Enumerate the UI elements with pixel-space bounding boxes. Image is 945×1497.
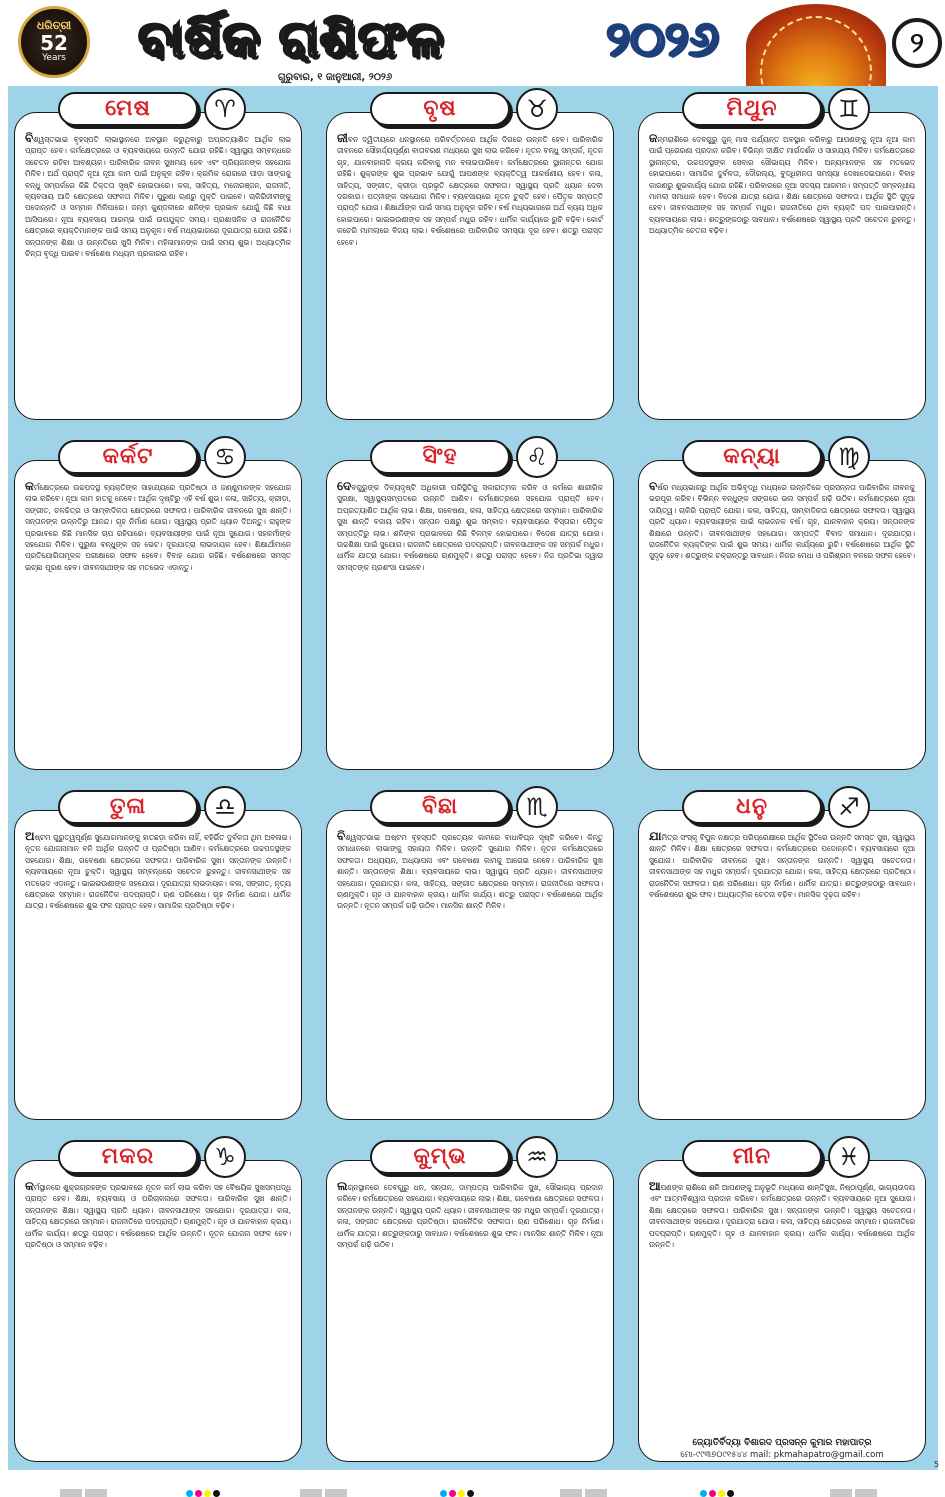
sign-title: ମେଷ xyxy=(58,92,198,126)
drop-cap: ଲ xyxy=(337,1179,348,1193)
drop-cap: ଜୀ xyxy=(337,131,348,145)
sign-text: ଶ୍ୱସ୍ତଭାଇ ବୃହସ୍ପତି ଲାଭାସ୍ଥାନରେ ଅବସ୍ଥାନ କରୁଥିବାରୁ ଅପ୍ରତ୍ୟାଶିତ ଆର୍ଥିକ ଲାଭ ପ୍ରାପ୍ତ ହେବ। କର୍ମକ୍ଷେତ୍ରରେ ଓ ବ୍ୟବସାୟରେ ଉନ୍ନତି ଯୋଗ ରହିଛି। ସ୍ୱାସ୍ଥ୍ୟ ସମ୍ବନ୍ଧରେ ସଚେତନ ରହିବା ଆବଶ୍ୟକ। ପାରିବାରିକ ଜୀବନ ସୁଖମୟ ହେବ ଏବଂ ପ୍ରିୟଜନଙ୍କ ସହଯୋଗ ମିଳିବ। ଅର୍ଥ ପ୍ରାପ୍ତି ନୂଆ ନୂଆ କାମ ପାଇଁ ଅନୁକୂଳ ରହିବ। କ୍ରମିକ ରୋଗରେ ପୀଡ଼ା ସାଙ୍ଗକୁ ବନ୍ଧୁ ସମ୍ପର୍କରେ କିଛି ତିକ୍ତତା ସୃଷ୍ଟି ହୋଇପାରେ। କଳା, ସାହିତ୍ୟ, ମନୋରଞ୍ଜନ, ରାଜନୀତି, ବ୍ୟବସାୟ ଆଦି କ୍ଷେତ୍ରରେ ସଫଳତା ମିଳିବ। ପୁରୁଣା ଋଣରୁ ମୁକ୍ତି ପାଇବେ। ଚାକିରିଜୀବୀଙ୍କୁ ପଦୋନ୍ନତି ଓ ସମ୍ମାନ ମିଳିପାରେ। ଜନ୍ମ କୁଣ୍ଡଳୀରେ ଶନିଙ୍କ ପ୍ରଭାବ ଯୋଗୁଁ କିଛି ବାଧା ଆସିପାରେ। ନୂଆ ବ୍ୟବସାୟ ଆରମ୍ଭ ପାଇଁ ଉପଯୁକ୍ତ ସମୟ। ପ୍ରଶାସନିକ ଓ ରାଜନୈତିକ କ୍ଷେତ୍ରରେ ବ୍ୟକ୍ତିମାନଙ୍କ ପାଇଁ ସମୟ ଅନୁକୂଳ। ବର୍ଷ ମଧ୍ୟଭାଗରେ ଦୂରଯାତ୍ରା ଯୋଗ ରହିଛି। ସନ୍ତାନଙ୍କ ଶିକ୍ଷା ଓ ଉନ୍ନତିରେ ଖୁସି ମିଳିବ। ମହିଳାମାନଙ୍କ ପାଇଁ ସମୟ ଶୁଭ। ଅଧ୍ୟାତ୍ମିକ ଚିନ୍ତା ବୃଦ୍ଧି ପାଇବ। ବର୍ଷଶେଷ ମଧ୍ୟମ ପ୍ରକାରର ରହିବ। xyxy=(25,135,291,259)
ink-dots xyxy=(186,1482,222,1492)
sign-title: ବିଛା xyxy=(370,790,510,824)
taurus-icon: ♉ xyxy=(516,88,558,130)
zodiac-ring xyxy=(760,16,872,88)
drop-cap: ବ xyxy=(649,479,658,493)
libra-icon: ♎ xyxy=(204,786,246,828)
sign-text: ର୍ଷର ମଧ୍ୟଭାଗରୁ ଆର୍ଥିକ ଅଭିବୃଦ୍ଧି ମଧ୍ୟରେ ଉନ୍ନତିରେ ପ୍ରସନ୍ନତା ପାରିବାରିକ ଜୀବନକୁ ଭରପୂର କରିବ। ବିଭିନ୍ନ ବନ୍ଧୁଙ୍କ ସଙ୍ଗରେ ଭଲ ସମ୍ପର୍କ ଗଢ଼ି ଉଠିବ। କର୍ମକ୍ଷେତ୍ରରେ ନୂଆ ଦାୟିତ୍ୱ। ଚାକିରି ପ୍ରାପ୍ତି ଯୋଗ। କଳା, ସାହିତ୍ୟ, ସାମ୍ବାଦିକତା କ୍ଷେତ୍ରରେ ସଫଳତା। ସ୍ୱାସ୍ଥ୍ୟ ପ୍ରତି ଧ୍ୟାନ। ବ୍ୟବସାୟୀଙ୍କ ପାଇଁ ଲାଭଜନକ ବର୍ଷ। ଗୃହ, ଯାନବାହାନ କ୍ରୟ। ସନ୍ତାନଙ୍କ ଶିକ୍ଷାରେ ଉନ୍ନତି। ଜୀବନସାଥୀଙ୍କ ସହଯୋଗ। ସମ୍ପତ୍ତି ବିବାଦ ସମାଧାନ। ଦୂରଯାତ୍ରା। ରାଜନୈତିକ ବ୍ୟକ୍ତିଙ୍କ ପାଇଁ ଶୁଭ ସମୟ। ଧାର୍ମିକ କାର୍ଯ୍ୟରେ ରୁଚି। ବର୍ଷଶେଷରେ ଆର୍ଥିକ ସ୍ଥିତି ସୁଦୃଢ଼ ହେବ। ଶତ୍ରୁଙ୍କ ଚକ୍ରାନ୍ତରୁ ସାବଧାନ। ନିଜର ମେଧା ଓ ପରିଶ୍ରମ ବଳରେ ସଫଳ ହେବେ। xyxy=(649,483,915,561)
sign-text-box xyxy=(14,810,302,1120)
ink-dot-yellow xyxy=(718,1490,725,1497)
sign-card-karkata xyxy=(8,434,308,774)
ink-dot-yellow xyxy=(204,1490,211,1497)
horoscope-grid xyxy=(8,86,938,1470)
sign-text: ନ୍ମରାଶିରେ ଦେବଗୁରୁ ଜୁନ୍ ମାସ ପର୍ଯ୍ୟନ୍ତ ଅବସ୍ଥାନ କରିବାରୁ ଆପଣଙ୍କୁ ନୂଆ ନୂଆ କାମ ପାଇଁ ପ୍ରେରଣା ପ୍ରଦାନ କରିବ। ବିଭିନ୍ନ ଦୀକ୍ଷିତ ମାର୍ଗଦର୍ଶନ ଓ ସାହାଯ୍ୟ ମିଳିବ। କର୍ମକ୍ଷେତ୍ରରେ ସ୍ଥାନାନ୍ତର, ଉଚ୍ଚପଦସ୍ଥଙ୍କ ସେବାର ସୌଭାଗ୍ୟ ମିଳିବ। ଅନ୍ୟମାନଙ୍କ ସହ ମତଭେଦ ହୋଇପାରେ। ସାମାଜିକ ଦୁର୍ବଳତା, ଦୌରଲ୍ୟ, ବୁଦ୍ଧିହୀନତା ସମସ୍ୟା ଦେଖାଦେଇପାରେ। ବିବାହ କାରଣରୁ ଶୁଭକାର୍ଯ୍ୟ ଯୋଗ ରହିଛି। ପରିବାରରେ ନୂଆ ସଦସ୍ୟ ଆଗମନ। ସମ୍ପତ୍ତି ସମ୍ବନ୍ଧୀୟ ମାମଲା ସମାଧାନ ହେବ। ବିଦେଶ ଯାତ୍ରା ଯୋଗ। ଶିକ୍ଷା କ୍ଷେତ୍ରରେ ସଫଳତା। ଆର୍ଥିକ ସ୍ଥିତି ସୁଦୃଢ଼ ହେବ। ଜୀବନସାଥୀଙ୍କ ସହ ସମ୍ପର୍କ ମଧୁର। ରାଜନୀତିରେ ଥିବା ବ୍ୟକ୍ତି ପଦ ପାଇପାରନ୍ତି। ବ୍ୟବସାୟରେ ଲାଭ। ଶତ୍ରୁଙ୍କଠାରୁ ସାବଧାନ। ବର୍ଷଶେଷରେ ସ୍ୱାସ୍ଥ୍ୟ ପ୍ରତି ସଚେତନ ରୁହନ୍ତୁ। ଅଧ୍ୟାତ୍ମିକ ଚେତନା ବଢ଼ିବ। xyxy=(649,135,915,236)
sign-text: ମିତ୍ର ସଂସ୍କୃ ବିପୁଳ ନକ୍ଷତ୍ର ପରିପ୍ରେକ୍ଷୀରେ ଆର୍ଥିକ ସ୍ଥିତିରେ ଉନ୍ନତି ସମସ୍ତ ସୁଖ, ସ୍ୱାସ୍ଥ୍ୟ ଶାନ୍ତି ମିଳିବ। ଶିକ୍ଷା କ୍ଷେତ୍ରରେ ସଫଳତା। କର୍ମକ୍ଷେତ୍ରରେ ପଦୋନ୍ନତି। ବ୍ୟବସାୟରେ ନୂଆ ସୁଯୋଗ। ପାରିବାରିକ ଜୀବନରେ ସୁଖ। ସନ୍ତାନଙ୍କ ଉନ୍ନତି। ସ୍ୱାସ୍ଥ୍ୟ ସଚେତନତା। ଜୀବନସାଥୀଙ୍କ ସହ ମଧୁର ସମ୍ପର୍କ। ଦୂରଯାତ୍ରା ଯୋଗ। କଳା, ସାହିତ୍ୟ କ୍ଷେତ୍ରରେ ପ୍ରତିଷ୍ଠା। ରାଜନୈତିକ ସଫଳତା। ଋଣ ପରିଶୋଧ। ଗୃହ ନିର୍ମାଣ। ଧାର୍ମିକ ଯାତ୍ରା। ଶତ୍ରୁଙ୍କଠାରୁ ସାବଧାନ। ବର୍ଷଶେଷରେ ଶୁଭ ଫଳ। ଅଧ୍ୟାତ୍ମିକ ଚେତନା ବଢ଼ିବ। ମାନସିକ ଦୃଢ଼ତା ରହିବ। xyxy=(649,833,915,900)
logo-number: 52 xyxy=(40,31,68,55)
ink-dots xyxy=(700,1482,736,1492)
print-registration-bar xyxy=(0,1476,945,1497)
drop-cap: ଦେ xyxy=(337,479,352,493)
sign-text-box xyxy=(14,112,302,420)
registration-mark xyxy=(300,1482,350,1492)
sign-text: ବନ ଦ୍ୱିତୀୟରେ ଧନସ୍ଥାନରେ ପରିବର୍ତ୍ତନରେ ଆର୍ଥିକ ଦିଗରେ ଉନ୍ନତି ହେବ। ପାରିବାରିକ ଜୀବନରେ ସୌହାର୍ଦ୍ଦ୍ୟପୂର୍ଣ୍ଣ ବାତାବରଣ ମଧ୍ୟରେ ସୁଖ ଲାଭ କରିବେ। ନୂତନ ବନ୍ଧୁ ସମ୍ପର୍କ, ନୂତନ ଗୃହ, ଯାନବାହାନାଦି କ୍ରୟ କରିବାକୁ ମନ ବଳାଇପାରିବେ। କର୍ମକ୍ଷେତ୍ରରେ ସ୍ଥାନାନ୍ତର ଯୋଗ ରହିଛି। ଶୁକ୍ରଙ୍କ ଶୁଭ ପ୍ରଭାବ ଯୋଗୁଁ ଆପଣଙ୍କ ବ୍ୟକ୍ତିତ୍ୱ ଆକର୍ଷଣୀୟ ହେବ। କଳା, ସାହିତ୍ୟ, ସଙ୍ଗୀତ, କ୍ରୀଡ଼ା ପ୍ରଭୃତି କ୍ଷେତ୍ରରେ ସଫଳତା। ସ୍ୱାସ୍ଥ୍ୟ ପ୍ରତି ଧ୍ୟାନ ଦେବା ଦରକାର। ପତ୍ନୀଙ୍କ ସହଯୋଗ ମିଳିବ। ବ୍ୟବସାୟରେ ନୂତନ ଚୁକ୍ତି ହେବ। ପୈତୃକ ସମ୍ପତ୍ତି ପ୍ରାପ୍ତି ଯୋଗ। ଶିକ୍ଷାର୍ଥୀଙ୍କ ପାଇଁ ସମୟ ଅନୁକୂଳ ରହିବ। ବର୍ଷ ମଧ୍ୟଭାଗରେ ଅର୍ଥ ବ୍ୟୟ ଅଧିକ ହୋଇପାରେ। ଭାଇଭଉଣୀଙ୍କ ସହ ସମ୍ପର୍କ ମଧୁର ରହିବ। ଧାର୍ମିକ କାର୍ଯ୍ୟରେ ରୁଚି ବଢ଼ିବ। କୋର୍ଟ କଚେରି ମାମଲାରେ ବିଜୟ ଲାଭ। ବର୍ଷଶେଷରେ ପାରିବାରିକ ସମସ୍ୟା ଦୂର ହେବ। ଶତ୍ରୁ ପରାସ୍ତ ହେବେ। xyxy=(337,135,603,247)
sign-card-bichha xyxy=(320,784,620,1124)
ink-dot-black xyxy=(213,1490,220,1497)
ink-dot-black xyxy=(727,1490,734,1497)
sign-text: ଶ୍ୱସ୍ତଭାଇ ଅଷ୍ଟମ ବୃହସ୍ପତି ପ୍ରତ୍ୟେକ କାମରେ ବାଧାବିଘ୍ନ ସୃଷ୍ଟି କରିବେ। କିନ୍ତୁ ସମାଧାନରେ ଲାଭାଙ୍କୁ ସହାୟତା ମିଳିବ। ଉନ୍ନତି ସୁଯୋଗ ମିଳିବ। ନୂତନ କର୍ମକ୍ଷେତ୍ରରେ ସଫଳତା। ଅଧ୍ୟୟନ, ଅଧ୍ୟାପନା ଏବଂ ଗବେଷଣା କାମକୁ ଆଗେଇ ନେବେ। ପାରିବାରିକ ସୁଖ ଶାନ୍ତି। ସନ୍ତାନଙ୍କ ଶିକ୍ଷା। ବ୍ୟବସାୟରେ ଲାଭ। ସ୍ୱାସ୍ଥ୍ୟ ପ୍ରତି ଧ୍ୟାନ। ଜୀବନସାଥୀଙ୍କ ସହଯୋଗ। ଦୂରଯାତ୍ରା। କଳା, ସାହିତ୍ୟ, ସଙ୍ଗୀତ କ୍ଷେତ୍ରରେ ସମ୍ମାନ। ରାଜନୀତିରେ ସଫଳତା। ଋଣମୁକ୍ତି। ଗୃହ ଓ ଯାନବାହାନ କ୍ରୟ। ଧାର୍ମିକ କାର୍ଯ୍ୟ। ଶତ୍ରୁ ପରାସ୍ତ। ବର୍ଷଶେଷରେ ଆର୍ଥିକ ଉନ୍ନତି। ନୂତନ ସମ୍ପର୍କ ଗଢ଼ି ଉଠିବ। ମାନସିକ ଶାନ୍ତି ମିଳିବ। xyxy=(337,833,603,911)
drop-cap: କ xyxy=(25,479,34,493)
zodiac-wheel-icon xyxy=(746,4,886,88)
virgo-icon: ♍ xyxy=(828,436,870,478)
sign-card-meena xyxy=(632,1134,932,1466)
ink-dot-black xyxy=(467,1490,474,1497)
sign-title: କର୍କଟ xyxy=(58,440,198,474)
ink-dot-cyan xyxy=(700,1490,707,1497)
sign-text-box xyxy=(326,112,614,420)
registration-mark xyxy=(560,1482,610,1492)
aquarius-icon: ♒ xyxy=(516,1136,558,1178)
gemini-icon: ♊ xyxy=(828,88,870,130)
drop-cap: କ xyxy=(25,1179,34,1193)
registration-mark xyxy=(60,1482,110,1492)
sign-text-box xyxy=(326,1160,614,1462)
sign-card-makara xyxy=(8,1134,308,1466)
sign-card-kanya xyxy=(632,434,932,774)
sign-title: କୁମ୍ଭ xyxy=(370,1140,510,1174)
scorpio-icon: ♏ xyxy=(516,786,558,828)
side-page-number: 5 xyxy=(934,1460,940,1469)
sign-title: ଧନୁ xyxy=(682,790,822,824)
sign-card-mesha xyxy=(8,86,308,424)
drop-cap: ଅ xyxy=(25,829,35,843)
sign-title: ବୃଷ xyxy=(370,92,510,126)
sign-card-mithuna xyxy=(632,86,932,424)
page-year: ୨୦୨୬ xyxy=(606,11,719,67)
sign-text: ର୍ମକ୍ଷେତ୍ରରେ ଉଚ୍ଚପଦସ୍ଥ ବ୍ୟକ୍ତିଙ୍କ ସାହାଯ୍ୟରେ ପ୍ରତିଷ୍ଠା ଓ ଜଣ୍ଣୁମାନଙ୍କ ସହଯୋଗ ଲାଭ କରିବେ। ନୂଆ କାମ ହାତକୁ ନେବେ। ଆର୍ଥିକ ଦୃଷ୍ଟିରୁ ଏହି ବର୍ଷ ଶୁଭ। କଳା, ସାହିତ୍ୟ, କ୍ରୀଡ଼ା, ସଙ୍ଗୀତ, ଚଳଚ୍ଚିତ୍ର ଓ ସାମ୍ବାଦିକତା କ୍ଷେତ୍ରରେ ସଫଳତା। ପାରିବାରିକ ଜୀବନରେ ସୁଖ ଶାନ୍ତି। ସନ୍ତାନଙ୍କ ଉନ୍ନତିରୁ ଆନନ୍ଦ। ଗୃହ ନିର୍ମାଣ ଯୋଗ। ସ୍ୱାସ୍ଥ୍ୟ ପ୍ରତି ଧ୍ୟାନ ଦିଅନ୍ତୁ। ରାହୁଙ୍କ ପ୍ରଭାବରେ କିଛି ମାନସିକ ଚାପ ରହିପାରେ। ବ୍ୟବସାୟୀଙ୍କ ପାଇଁ ନୂଆ ସୁଯୋଗ। ସହକର୍ମୀଙ୍କ ସହଯୋଗ ମିଳିବ। ପୁରୁଣା ବନ୍ଧୁଙ୍କ ସହ ଭେଟ। ଦୂରଯାତ୍ରା ଲାଭଦାୟକ ହେବ। ଶିକ୍ଷାର୍ଥୀମାନେ ପ୍ରତିଯୋଗିତାମୂଳକ ପରୀକ୍ଷାରେ ସଫଳ ହେବେ। ବିବାହ ଯୋଗ ରହିଛି। ବର୍ଷଶେଷରେ ସମସ୍ତ ଇଚ୍ଛା ପୂରଣ ହେବ। ଜୀବନସାଥୀଙ୍କ ସହ ମତଭେଦ ଏଡ଼ାନ୍ତୁ। xyxy=(25,483,291,572)
leo-icon: ♌ xyxy=(516,436,558,478)
sign-title: ସିଂହ xyxy=(370,440,510,474)
page-number-badge: ୨ xyxy=(892,18,942,68)
astrologer-contact: ମୋ-୯୯୩୭୦୯୧୫୪୪ mail: pkmahapatro@gmail.com xyxy=(680,1450,884,1460)
sign-title: କନ୍ୟା xyxy=(682,440,822,474)
sign-text: ବଗୁରୁଙ୍କ ଦିବ୍ୟଦୃଷ୍ଟି ଅଧିକାରୀ ପରିସ୍ଥିତିକୁ ସକାରାତ୍ମକ କରିବ ଓ କର୍ମରେ ଶାରୀରିକ ସୁରକ୍ଷା, ସ୍ୱାସ୍ଥ୍ୟସମ୍ପଦରେ ଉନ୍ନତି ଆଣିବ। କର୍ମକ୍ଷେତ୍ରରେ ସହଯୋଗ ପ୍ରାପ୍ତି ହେବ। ଅପ୍ରତ୍ୟାଶିତ ଆର୍ଥିକ ଲାଭ। ଶିକ୍ଷା, ଗବେଷଣା, କଳା, ସାହିତ୍ୟ କ୍ଷେତ୍ରରେ ସମ୍ମାନ। ପାରିବାରିକ ସୁଖ ଶାନ୍ତି ବଜାୟ ରହିବ। ସନ୍ତାନ ପକ୍ଷରୁ ଶୁଭ ସମ୍ବାଦ। ବ୍ୟବସାୟରେ ବିସ୍ତାର। ପୈତୃକ ସମ୍ପତ୍ତିରୁ ଲାଭ। ଶନିଙ୍କ ପ୍ରଭାବରେ କିଛି ବିଳମ୍ବ ହୋଇପାରେ। ବିଦେଶ ଯାତ୍ରା ଯୋଗ। ଉଚ୍ଚଶିକ୍ଷା ପାଇଁ ସୁଯୋଗ। ରାଜନୀତି କ୍ଷେତ୍ରରେ ପଦପ୍ରାପ୍ତି। ଜୀବନସାଥୀଙ୍କ ସହ ସମ୍ପର୍କ ମଧୁର। ଧାର୍ମିକ ଯାତ୍ରା ଯୋଗ। ବର୍ଷଶେଷରେ ଋଣମୁକ୍ତି। ଶତ୍ରୁ ପରାସ୍ତ ହେବେ। ନିଜ ପ୍ରତିଭା ଦ୍ୱାରା ସମସ୍ତଙ୍କ ପ୍ରଶଂସା ପାଇବେ। xyxy=(337,483,603,572)
drop-cap: ଜ xyxy=(649,131,658,145)
sign-text: ଷ୍ଟମ ଗୁରୁତ୍ୱପୂର୍ଣ୍ଣ ସୁଯୋଗମାନଙ୍କୁ ହାତଛଡ଼ା କରିବା ନାହିଁ, ବହିର୍ଭିତ ଦୁର୍ବଳତା ଥିମ ଅବଳାଇ। ନୂତନ ଯୋଜନାମାନ ବନି ଆର୍ଥିକ ଉନ୍ନତି ଓ ପ୍ରତିଷ୍ଠା ଆଣିବ। କର୍ମକ୍ଷେତ୍ରରେ ଉଚ୍ଚପଦସ୍ଥଙ୍କ ସହଯୋଗ। ଶିକ୍ଷା, ଗବେଷଣା କ୍ଷେତ୍ରରେ ସଫଳତା। ପାରିବାରିକ ସୁଖ। ସନ୍ତାନଙ୍କ ଉନ୍ନତି। ବ୍ୟବସାୟରେ ନୂଆ ଚୁକ୍ତି। ସ୍ୱାସ୍ଥ୍ୟ ସମ୍ବନ୍ଧରେ ସଚେତନ ରୁହନ୍ତୁ। ଜୀବନସାଥୀଙ୍କ ସହ ମତଭେଦ ଏଡ଼ାନ୍ତୁ। ଭାଇଭଉଣୀଙ୍କ ସହଯୋଗ। ଦୂରଯାତ୍ରା ଲାଭଦାୟକ। କଳା, ସଙ୍ଗୀତ, ନୃତ୍ୟ କ୍ଷେତ୍ରରେ ସମ୍ମାନ। ରାଜନୈତିକ ପଦପ୍ରାପ୍ତି। ଋଣ ପରିଶୋଧ। ଗୃହ ନିର୍ମାଣ ଯୋଗ। ଧାର୍ମିକ ଯାତ୍ରା। ବର୍ଷଶେଷରେ ଶୁଭ ଫଳ ପ୍ରାପ୍ତ ହେବ। ସାମାଜିକ ପ୍ରତିଷ୍ଠା ବଢ଼ିବ। xyxy=(25,833,291,911)
sagittarius-icon: ♐ xyxy=(828,786,870,828)
sign-card-simha xyxy=(320,434,620,774)
sign-text-box xyxy=(326,810,614,1120)
sign-text-box xyxy=(638,112,926,420)
sign-title: ମିଥୁନ xyxy=(682,92,822,126)
sign-text: ର୍ମସ୍ଥାନରେ ଶୁକ୍ରଗ୍ରହଙ୍କ ପ୍ରଭାବରେ ନୂତନ କର୍ମ ଲାଭ କରିବା ସହ ବୈଷୟିକ ସୁଖସମ୍ପଦ୍ଧି ପ୍ରାପ୍ତ ହେବ। ଶିକ୍ଷା, ବ୍ୟବସାୟ ଓ ପରିଚାଳନାରେ ସଫଳତା। ପାରିବାରିକ ସୁଖ ଶାନ୍ତି। ସନ୍ତାନଙ୍କ ଶିକ୍ଷା। ସ୍ୱାସ୍ଥ୍ୟ ପ୍ରତି ଧ୍ୟାନ। ଜୀବନସାଥୀଙ୍କ ସହଯୋଗ। ଦୂରଯାତ୍ରା। କଳା, ସାହିତ୍ୟ କ୍ଷେତ୍ରରେ ସମ୍ମାନ। ରାଜନୀତିରେ ପଦପ୍ରାପ୍ତି। ଋଣମୁକ୍ତି। ଗୃହ ଓ ଯାନବାହାନ କ୍ରୟ। ଧାର୍ମିକ କାର୍ଯ୍ୟ। ଶତ୍ରୁ ପରାସ୍ତ। ବର୍ଷଶେଷରେ ଆର୍ଥିକ ଉନ୍ନତି। ନୂତନ ଯୋଜନା ସଫଳ ହେବ। ପ୍ରତିଷ୍ଠା ଓ ସମ୍ମାନ ବଢ଼ିବ। xyxy=(25,1183,291,1250)
dharitri-logo xyxy=(18,6,90,78)
aries-icon: ♈ xyxy=(204,88,246,130)
ink-dot-magenta xyxy=(195,1490,202,1497)
sign-text-box xyxy=(638,460,926,770)
sign-card-tula xyxy=(8,784,308,1124)
sign-card-dhanu xyxy=(632,784,932,1124)
ink-dot-cyan xyxy=(186,1490,193,1497)
registration-mark xyxy=(830,1482,880,1492)
drop-cap: ବି xyxy=(337,829,346,843)
sign-card-vrusha xyxy=(320,86,620,424)
page-header xyxy=(8,4,938,86)
sign-text: ଗ୍ନସ୍ଥାନରେ ଦେବଗୁରୁ ଧନ, ସନ୍ତାନ, ଦାମ୍ପତ୍ୟ ପାରିବାରିକ ସୁଖ, ସୌଭାଗ୍ୟ ପ୍ରଦାନ କରିବେ। କର୍ମକ୍ଷେତ୍ରରେ ସହଯୋଗ। ବ୍ୟବସାୟରେ ଲାଭ। ଶିକ୍ଷା, ଗବେଷଣା କ୍ଷେତ୍ରରେ ସଫଳତା। ସନ୍ତାନଙ୍କ ଉନ୍ନତି। ସ୍ୱାସ୍ଥ୍ୟ ପ୍ରତି ଧ୍ୟାନ। ଜୀବନସାଥୀଙ୍କ ସହ ମଧୁର ସମ୍ପର୍କ। ଦୂରଯାତ୍ରା। କଳା, ସଙ୍ଗୀତ କ୍ଷେତ୍ରରେ ପ୍ରତିଷ୍ଠା। ରାଜନୈତିକ ସଫଳତା। ଋଣ ପରିଶୋଧ। ଗୃହ ନିର୍ମାଣ। ଧାର୍ମିକ ଯାତ୍ରା। ଶତ୍ରୁଙ୍କଠାରୁ ସାବଧାନ। ବର୍ଷଶେଷରେ ଶୁଭ ଫଳ। ମାନସିକ ଶାନ୍ତି ମିଳିବ। ନୂଆ ସମ୍ପର୍କ ଗଢ଼ି ଉଠିବ। xyxy=(337,1183,603,1250)
page-title: ବାର୍ଷିକ ରାଶିଫଳ xyxy=(138,10,444,68)
sign-text-box xyxy=(326,460,614,770)
sign-text-box xyxy=(14,460,302,770)
cancer-icon: ♋ xyxy=(204,436,246,478)
sign-text-box xyxy=(638,1160,926,1462)
ink-dot-magenta xyxy=(449,1490,456,1497)
ink-dot-cyan xyxy=(440,1490,447,1497)
ink-dots xyxy=(440,1482,476,1492)
drop-cap: ଆ xyxy=(649,1179,661,1193)
sign-card-kumbha xyxy=(320,1134,620,1466)
sign-title: ମୀନ xyxy=(682,1140,822,1174)
astrologer-name: ଜ୍ୟୋତିର୍ବିଦ୍ୟା ବିଶାରଦ ପ୍ରସନ୍ନ କୁମାର ମହାପାତ୍ର xyxy=(692,1438,872,1448)
ink-dot-yellow xyxy=(458,1490,465,1497)
logo-brand: ଧରିତ୍ରୀ xyxy=(36,19,72,32)
sign-text: ପଣଙ୍କ ରାଶିରେ ଶନି ଆପଣଙ୍କୁ ଅନୁଭୂତି ମଧ୍ୟରେ ଶାନ୍ତିସୁଖ, ନିଷ୍ଠାପୂର୍ଣ୍ଣ, ଭାଗ୍ୟଉଦୟ ଏବଂ ଆତ୍ମବିଶ୍ୱାସ ପ୍ରଦାନ କରିବେ। କର୍ମକ୍ଷେତ୍ରରେ ଉନ୍ନତି। ବ୍ୟବସାୟରେ ନୂଆ ସୁଯୋଗ। ଶିକ୍ଷା କ୍ଷେତ୍ରରେ ସଫଳତା। ପାରିବାରିକ ସୁଖ। ସନ୍ତାନଙ୍କ ଉନ୍ନତି। ସ୍ୱାସ୍ଥ୍ୟ ସଚେତନତା। ଜୀବନସାଥୀଙ୍କ ସହଯୋଗ। ଦୂରଯାତ୍ରା ଯୋଗ। କଳା, ସାହିତ୍ୟ କ୍ଷେତ୍ରରେ ସମ୍ମାନ। ରାଜନୀତିରେ ପଦପ୍ରାପ୍ତି। ଋଣମୁକ୍ତି। ଗୃହ ଓ ଯାନବାହାନ କ୍ରୟ। ଧାର୍ମିକ କାର୍ଯ୍ୟ। ବର୍ଷଶେଷରେ ଆର୍ଥିକ ଉନ୍ନତି। xyxy=(649,1183,915,1250)
sign-text-box xyxy=(14,1160,302,1462)
drop-cap: ଯା xyxy=(649,829,662,843)
capricorn-icon: ♑ xyxy=(204,1136,246,1178)
logo-years: Years xyxy=(42,53,66,63)
sign-text-box xyxy=(638,810,926,1120)
ink-dot-magenta xyxy=(709,1490,716,1497)
astrologer-credit xyxy=(639,1437,925,1461)
sign-title: ମକର xyxy=(58,1140,198,1174)
sign-title: ତୁଳା xyxy=(58,790,198,824)
drop-cap: ବି xyxy=(25,131,34,145)
issue-date: ଗୁରୁବାର, ୧ ଜାନୁଆରୀ, ୨୦୨୬ xyxy=(278,72,393,83)
pisces-icon: ♓ xyxy=(828,1136,870,1178)
